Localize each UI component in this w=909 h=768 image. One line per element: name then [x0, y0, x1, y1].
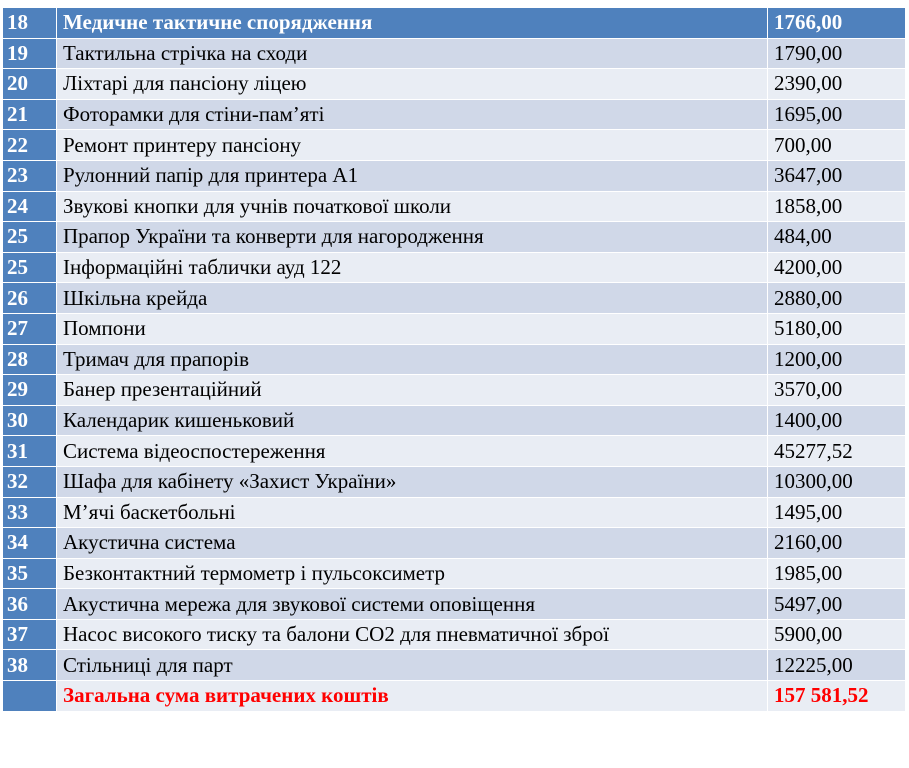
- row-number: 29: [3, 375, 57, 406]
- table-total-row: [3, 681, 906, 712]
- item-sum: 45277,52: [768, 436, 906, 467]
- table-row: [3, 38, 906, 69]
- row-number: 33: [3, 497, 57, 528]
- item-name: Акустична система: [57, 528, 768, 559]
- table-row: [3, 528, 906, 559]
- row-number: 38: [3, 650, 57, 681]
- expenses-table: [2, 7, 906, 712]
- table-row: [3, 130, 906, 161]
- item-name: Система відеоспостереження: [57, 436, 768, 467]
- item-name: Насос високого тиску та балони СО2 для пневматичної зброї: [57, 619, 768, 650]
- item-sum: 5497,00: [768, 589, 906, 620]
- item-sum: 4200,00: [768, 252, 906, 283]
- item-sum: 10300,00: [768, 466, 906, 497]
- item-name: Тактильна стрічка на сходи: [57, 38, 768, 69]
- item-name: Звукові кнопки для учнів початкової школи: [57, 191, 768, 222]
- item-sum: 3647,00: [768, 160, 906, 191]
- item-sum: 1200,00: [768, 344, 906, 375]
- item-name: Ліхтарі для пансіону ліцею: [57, 69, 768, 100]
- row-number: 25: [3, 252, 57, 283]
- item-name: Помпони: [57, 313, 768, 344]
- row-number: 27: [3, 313, 57, 344]
- item-name: Шафа для кабінету «Захист України»: [57, 466, 768, 497]
- expenses-table-container: [2, 7, 905, 712]
- item-sum: 2160,00: [768, 528, 906, 559]
- table-header-row: [3, 8, 906, 39]
- total-label: Загальна сума витрачених коштів: [57, 681, 768, 712]
- table-row: [3, 191, 906, 222]
- item-sum: 1985,00: [768, 558, 906, 589]
- item-sum: 2390,00: [768, 69, 906, 100]
- table-row: [3, 160, 906, 191]
- table-row: [3, 589, 906, 620]
- table-row: [3, 222, 906, 253]
- table-row: [3, 313, 906, 344]
- row-number: 31: [3, 436, 57, 467]
- table-row: [3, 344, 906, 375]
- row-number: 32: [3, 466, 57, 497]
- item-name: Стільниці для парт: [57, 650, 768, 681]
- row-number: 23: [3, 160, 57, 191]
- item-name: Інформаційні таблички ауд 122: [57, 252, 768, 283]
- row-number: 36: [3, 589, 57, 620]
- table-row: [3, 497, 906, 528]
- table-row: [3, 558, 906, 589]
- item-sum: 700,00: [768, 130, 906, 161]
- table-row: [3, 283, 906, 314]
- item-sum: 3570,00: [768, 375, 906, 406]
- item-sum: 5900,00: [768, 619, 906, 650]
- row-number: 35: [3, 558, 57, 589]
- row-number: 18: [3, 8, 57, 39]
- item-name: Фоторамки для стіни-пам’яті: [57, 99, 768, 130]
- item-sum: 1495,00: [768, 497, 906, 528]
- item-name: Рулонний папір для принтера А1: [57, 160, 768, 191]
- item-name: Календарик кишеньковий: [57, 405, 768, 436]
- row-number: 30: [3, 405, 57, 436]
- row-number: 26: [3, 283, 57, 314]
- row-number: 28: [3, 344, 57, 375]
- item-name: Акустична мережа для звукової системи оповіщення: [57, 589, 768, 620]
- table-row: [3, 466, 906, 497]
- item-name: Тримач для прапорів: [57, 344, 768, 375]
- item-sum: 1790,00: [768, 38, 906, 69]
- item-name: Медичне тактичне спорядження: [57, 8, 768, 39]
- total-row-number: [3, 681, 57, 712]
- table-row: [3, 650, 906, 681]
- row-number: 24: [3, 191, 57, 222]
- table-row: [3, 436, 906, 467]
- item-name: М’ячі баскетбольні: [57, 497, 768, 528]
- item-name: Банер презентаційний: [57, 375, 768, 406]
- row-number: 37: [3, 619, 57, 650]
- row-number: 25: [3, 222, 57, 253]
- item-sum: 1766,00: [768, 8, 906, 39]
- item-sum: 5180,00: [768, 313, 906, 344]
- item-name: Прапор України та конверти для нагородження: [57, 222, 768, 253]
- row-number: 22: [3, 130, 57, 161]
- row-number: 34: [3, 528, 57, 559]
- table-row: [3, 99, 906, 130]
- row-number: 19: [3, 38, 57, 69]
- table-row: [3, 375, 906, 406]
- item-sum: 1695,00: [768, 99, 906, 130]
- table-row: [3, 69, 906, 100]
- item-sum: 1400,00: [768, 405, 906, 436]
- expenses-table-body: [3, 8, 906, 712]
- table-row: [3, 405, 906, 436]
- total-sum: 157 581,52: [768, 681, 906, 712]
- item-sum: 1858,00: [768, 191, 906, 222]
- row-number: 21: [3, 99, 57, 130]
- table-row: [3, 619, 906, 650]
- row-number: 20: [3, 69, 57, 100]
- item-name: Ремонт принтеру пансіону: [57, 130, 768, 161]
- item-sum: 484,00: [768, 222, 906, 253]
- table-row: [3, 252, 906, 283]
- item-sum: 2880,00: [768, 283, 906, 314]
- item-name: Безконтактний термометр і пульсоксиметр: [57, 558, 768, 589]
- item-sum: 12225,00: [768, 650, 906, 681]
- item-name: Шкільна крейда: [57, 283, 768, 314]
